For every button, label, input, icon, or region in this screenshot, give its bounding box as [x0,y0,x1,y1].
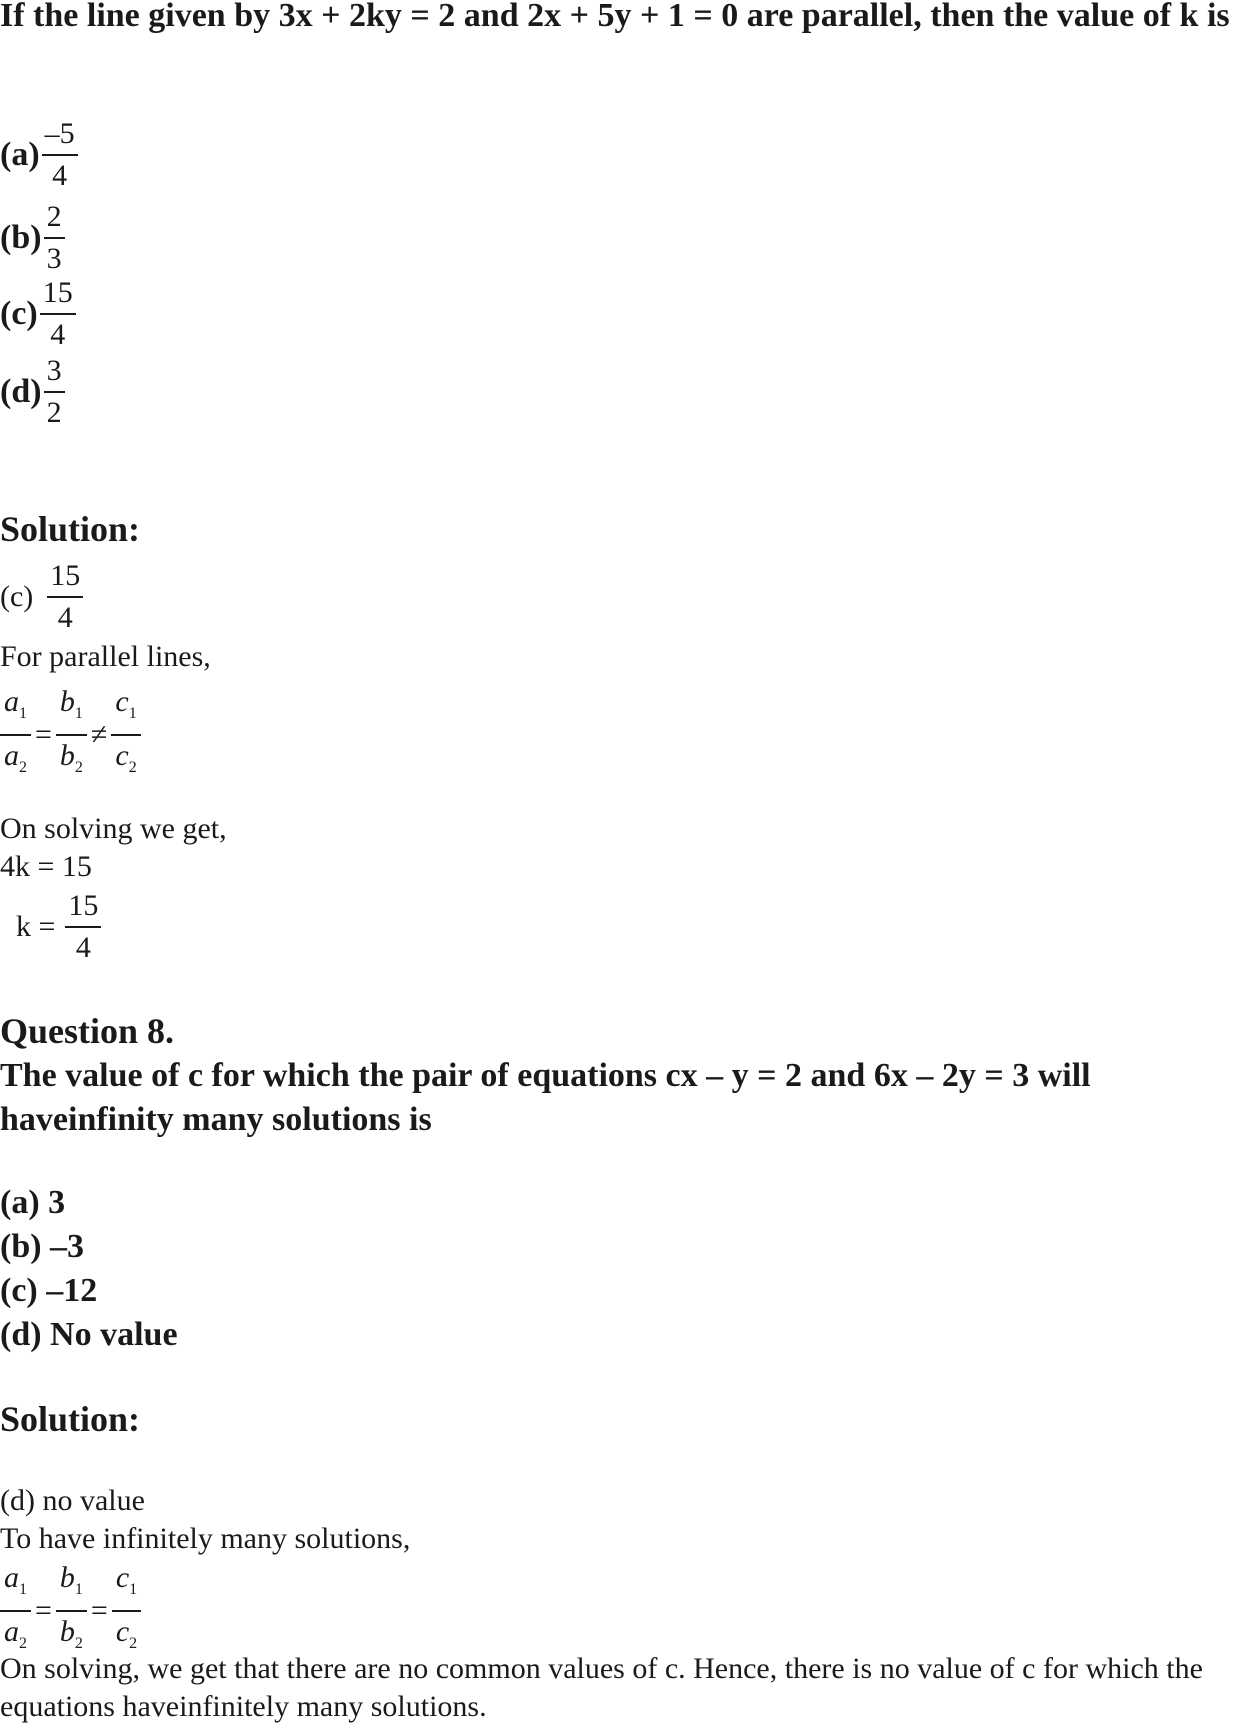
b1: b [59,1561,75,1594]
solution-line: On solving we get, [0,812,227,845]
subscript: 2 [74,1635,83,1652]
subscript: 1 [128,705,137,722]
c2: c [115,739,129,772]
a1: a [4,1561,19,1594]
a1: a [4,685,19,718]
denominator: 4 [50,318,66,351]
b-ratio [56,682,87,788]
k-label: k = [16,910,56,943]
option-b [0,197,65,279]
conclusion-text: On solving, we get that there are no common values of c. Hence, there is no value of c for which the equations haveinfinitely many solutions. [0,1652,1203,1723]
option-label: (d) [0,373,42,410]
solution-heading: Solution: [0,509,141,549]
a2: a [4,739,19,772]
k-fraction [65,886,101,968]
option-fraction [44,351,65,433]
option-d [0,351,65,433]
b2: b [59,739,75,772]
subscript: 1 [19,1581,27,1598]
c-ratio [111,682,140,788]
answer-fraction [47,556,83,638]
c-ratio [112,1558,141,1664]
infinite-condition [0,1558,141,1664]
denominator: 4 [52,159,68,192]
option-fraction [40,273,76,355]
option-fraction [44,197,65,279]
c1: c [115,1561,130,1594]
subscript: 2 [74,759,83,776]
subscript: 2 [128,759,137,776]
solution-line: For parallel lines, [0,640,211,673]
question-7-text: If the line given by 3x + 2ky = 2 and 2x + 5y + 1 = 0 are parallel, then the value of k is [0,0,1230,34]
denominator: 3 [46,242,62,275]
equals-sign: = [35,718,52,751]
option-label: (a) [0,136,40,173]
denominator: 4 [75,931,91,964]
k-value [16,886,101,968]
not-equal-sign: ≠ [90,718,108,751]
option-a: (a) 3 [0,1184,66,1221]
option-fraction [42,114,78,196]
subscript: 1 [74,1581,83,1598]
answer-line [0,556,83,638]
denominator: 4 [57,601,73,634]
solution-line: To have infinitely many solutions, [0,1522,411,1555]
subscript: 1 [19,705,27,722]
solution-heading: Solution: [0,1399,141,1439]
option-c [0,273,76,355]
a-ratio [0,682,31,788]
option-c: (c) –12 [0,1272,98,1309]
parallel-condition [0,682,141,788]
denominator: 2 [46,396,62,429]
c2: c [115,1615,130,1648]
option-label: (b) [0,219,42,256]
subscript: 2 [19,1635,27,1652]
b1: b [59,685,75,718]
subscript: 2 [129,1635,138,1652]
numerator: 3 [44,351,65,393]
subscript: 1 [74,705,83,722]
b-ratio [56,1558,87,1664]
equals-sign: = [90,1594,108,1627]
answer-label: (c) [0,580,34,613]
numerator: 15 [65,886,101,928]
subscript: 1 [129,1581,138,1598]
option-label: (c) [0,295,38,332]
equals-sign: = [35,1594,52,1627]
solution-line: 4k = 15 [0,850,92,883]
option-b: (b) –3 [0,1228,85,1265]
a2: a [4,1615,19,1648]
subscript: 2 [19,759,27,776]
option-a [0,114,78,196]
numerator: 15 [47,556,83,598]
option-d: (d) No value [0,1316,178,1353]
question-8-text: The value of c for which the pair of equations cx – y = 2 and 6x – 2y = 3 will haveinfinity many solutions is [0,1057,1091,1138]
answer-line: (d) no value [0,1484,145,1517]
c1: c [115,685,129,718]
a-ratio [0,1558,31,1664]
numerator: 15 [40,273,76,315]
b2: b [59,1615,75,1648]
numerator: –5 [42,114,78,156]
numerator: 2 [44,197,65,239]
question-8-heading: Question 8. [0,1011,175,1051]
